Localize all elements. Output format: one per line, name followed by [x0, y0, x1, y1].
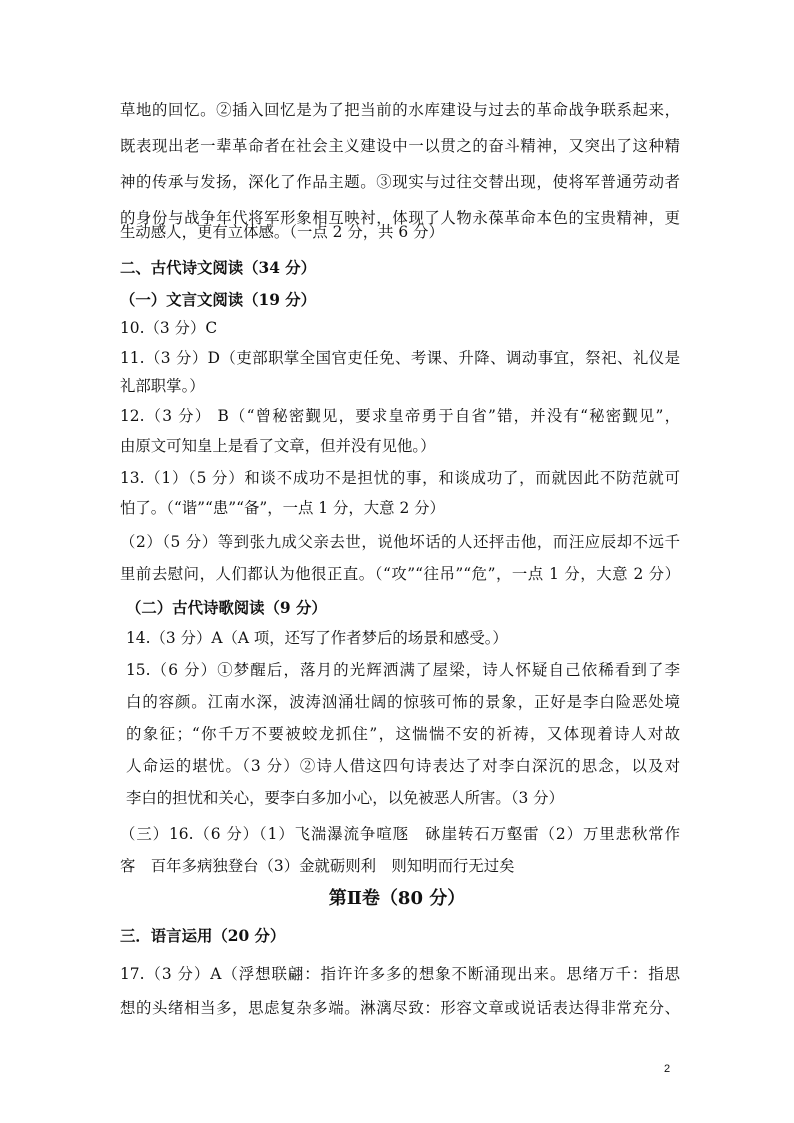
text-line: 怕了。（“谐”“患”“备”，一点 1 分，大意 2 分） — [120, 499, 445, 517]
answer-line: 12.（3 分） B（“曾秘密觐见，要求皇帝勇于自省”错，并没有“秘密觐见”， — [120, 407, 680, 425]
text-line: 的象征；“你千万不要被蛟龙抓住”，这惴惴不安的祈祷，又体现着诗人对故 — [126, 725, 680, 743]
text-line: 的身份与战争年代将军形象相互映衬，体现了人物永葆革命本色的宝贵精神，更 — [120, 209, 680, 227]
text-line: 生动感人，更有立体感。（一点 2 分，共 6 分） — [120, 223, 444, 241]
subsection-heading: （一）文言文阅读（19 分） — [120, 291, 317, 309]
answer-line: 13.（1）（5 分）和谈不成功不是担忧的事，和谈成功了，而就因此不防范就可 — [120, 469, 680, 487]
answer-line: 17.（3 分）A（浮想联翩：指许许多多的想象不断涌现出来。思绪万千：指思 — [120, 965, 680, 983]
page-number: 2 — [664, 1063, 671, 1075]
text-line: 草地的回忆。②插入回忆是为了把当前的水库建设与过去的革命战争联系起来， — [120, 101, 680, 119]
text-line: 客 百年多病独登台（3）金就砺则利 则知明而行无过矣 — [120, 857, 515, 875]
part-title: 第Ⅱ卷（80 分） — [328, 888, 466, 909]
text-line: 想的头绪相当多，思虑复杂多端。淋漓尽致：形容文章或说话表达得非常充分、 — [120, 999, 680, 1017]
text-line: 里前去慰问，人们都认为他很正直。（“攻”“往吊”“危”，一点 1 分，大意 2 分） — [120, 565, 680, 583]
text-line: 礼部职掌。） — [120, 377, 205, 395]
answer-line: （2）（5 分）等到张九成父亲去世，说他坏话的人还抨击他，而汪应辰却不远千 — [120, 533, 680, 551]
section-heading: 二、古代诗文阅读（34 分） — [120, 259, 317, 277]
answer-line: 10.（3 分）C — [120, 319, 218, 337]
answer-line: 14.（3 分）A（A 项，还写了作者梦后的场景和感受。） — [126, 629, 508, 647]
text-line: 白的容颜。江南水深，波涛汹涌壮阔的惊骇可怖的景象，正好是李白险恶处境 — [126, 693, 680, 711]
text-line: 李白的担忧和关心，要李白多加小心，以免被恶人所害。（3 分） — [126, 789, 564, 807]
text-line: 由原文可知皇上是看了文章，但并没有见他。） — [120, 437, 436, 455]
section-heading: 三．语言运用（20 分） — [120, 927, 286, 945]
text-line: 人命运的堪忧。（3 分）②诗人借这四句诗表达了对李白深沉的思念，以及对 — [126, 757, 680, 775]
text-line: 神的传承与发扬，深化了作品主题。③现实与过往交替出现，使将军普通劳动者 — [120, 173, 680, 191]
answer-line: 11.（3 分）D（吏部职掌全国官吏任免、考课、升降、调动事宜，祭祀、礼仪是 — [120, 349, 680, 367]
text-line: 既表现出老一辈革命者在社会主义建设中一以贯之的奋斗精神，又突出了这种精 — [120, 137, 680, 155]
answer-line: （三）16.（6 分）（1）飞湍瀑流争喧豗 砯崖转石万壑雷（2）万里悲秋常作 — [120, 825, 680, 843]
subsection-heading: （二）古代诗歌阅读（9 分） — [126, 599, 327, 617]
answer-line: 15.（6 分）①梦醒后，落月的光辉洒满了屋梁，诗人怀疑自己依稀看到了李 — [126, 661, 680, 679]
